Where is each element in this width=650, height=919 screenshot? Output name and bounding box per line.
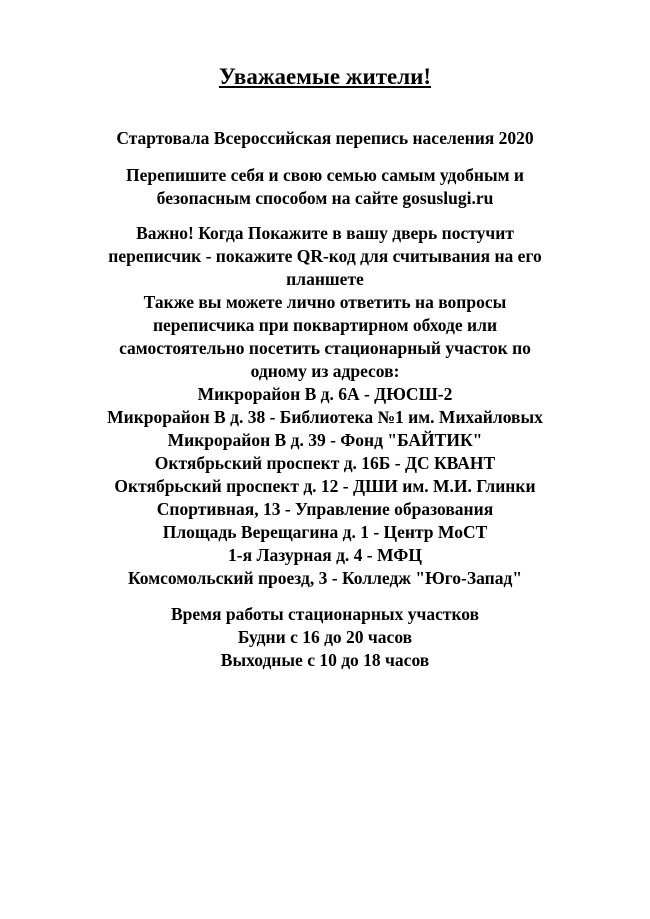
document-body xyxy=(0,127,650,672)
important-line: переписчик - покажите QR-код для считывания на его xyxy=(108,246,542,266)
census-intro: Стартовала Всероссийская перепись населения 2020 xyxy=(116,128,534,148)
offline-paragraph xyxy=(0,291,650,383)
offline-line: Также вы можете лично ответить на вопросы xyxy=(143,292,507,312)
offline-line: переписчика при поквартирном обходе или xyxy=(152,315,498,335)
offline-line: одному из адресов: xyxy=(250,361,400,381)
address-item: Микрорайон В д. 6А - ДЮСШ-2 xyxy=(197,384,453,404)
address-item: Микрорайон В д. 38 - Библиотека №1 им. Михайловых xyxy=(107,407,543,427)
online-paragraph xyxy=(0,164,650,210)
address-item: Спортивная, 13 - Управление образования xyxy=(156,499,494,519)
important-line: планшете xyxy=(286,269,364,289)
address-item: Октябрьский проспект д. 12 - ДШИ им. М.И. Глинки xyxy=(114,476,536,496)
offline-line: самостоятельно посетить стационарный участок по xyxy=(119,338,531,358)
online-line: безопасным способом на сайте gosuslugi.ru xyxy=(156,188,494,208)
address-item: Микрорайон В д. 39 - Фонд "БАЙТИК" xyxy=(167,430,483,450)
hours-weekends: Выходные с 10 до 18 часов xyxy=(220,650,430,670)
address-item: Комсомольский проезд, 3 - Колледж "Юго-Запад" xyxy=(127,568,523,588)
important-line: Важно! Когда Покажите в вашу дверь постучит xyxy=(136,223,514,243)
hours-heading: Время работы стационарных участков xyxy=(170,604,480,624)
hours-weekdays: Будни с 16 до 20 часов xyxy=(237,627,413,647)
working-hours xyxy=(0,603,650,672)
address-list xyxy=(0,383,650,590)
address-item: Октябрьский проспект д. 16Б - ДС КВАНТ xyxy=(154,453,496,473)
page-title: Уважаемые жители! xyxy=(218,64,432,89)
address-item: Площадь Верещагина д. 1 - Центр МоСТ xyxy=(162,522,488,542)
address-item: 1-я Лазурная д. 4 - МФЦ xyxy=(228,545,422,565)
online-line: Перепишите себя и свою семью самым удобным и xyxy=(125,165,524,185)
important-paragraph xyxy=(0,222,650,291)
